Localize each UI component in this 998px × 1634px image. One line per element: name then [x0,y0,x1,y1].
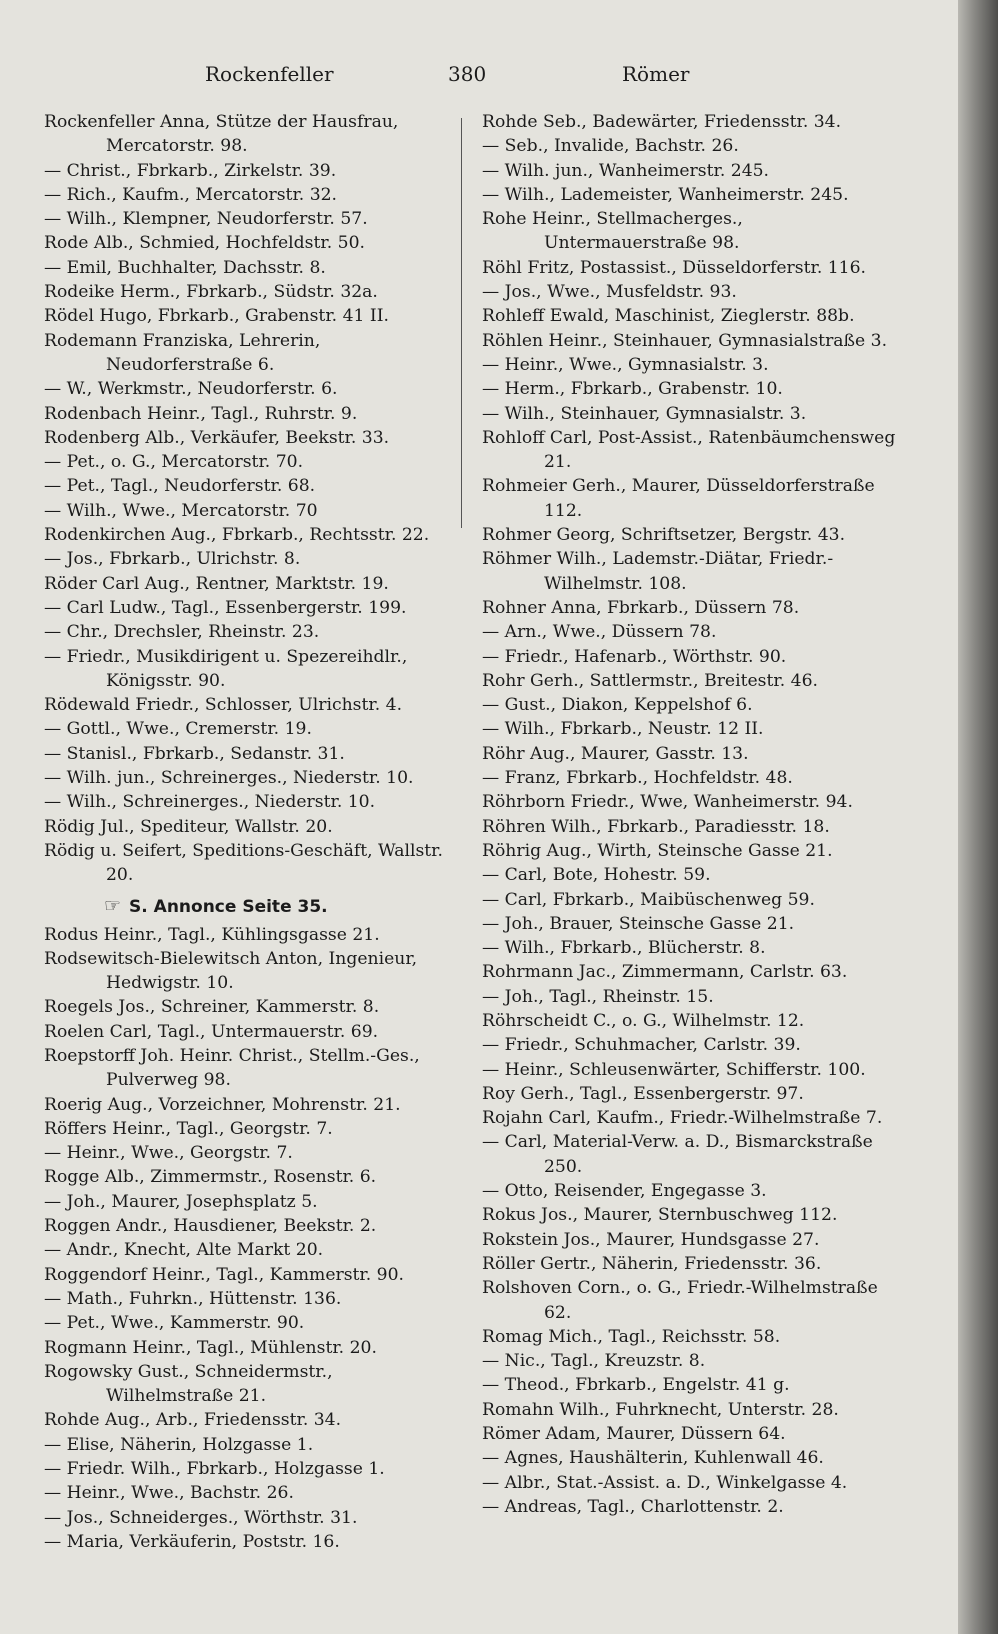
directory-entry: — Elise, Näherin, Holzgasse 1. [44,1434,314,1455]
directory-entry: — Joh., Brauer, Steinsche Gasse 21. [482,913,795,934]
right-column [482,110,902,1519]
directory-entry: Rodenkirchen Aug., Fbrkarb., Rechtsstr. 22. [44,525,430,546]
directory-entry: Rohde Seb., Badewärter, Friedensstr. 34. [482,112,842,132]
page-number: 380 [448,62,487,86]
page-edge-shadow [958,0,998,1634]
header-left-word: Rockenfeller [205,62,334,86]
directory-entry: — Friedr. Wilh., Fbrkarb., Holzgasse 1. [44,1459,385,1480]
directory-entry: — Arn., Wwe., Düssern 78. [482,622,717,643]
directory-entry: — Emil, Buchhalter, Dachsstr. 8. [44,257,326,278]
directory-entry: Rode Alb., Schmied, Hochfeldstr. 50. [44,233,365,254]
directory-entry: — Agnes, Haushälterin, Kuhlenwall 46. [482,1448,824,1469]
directory-entry: — Math., Fuhrkn., Hüttenstr. 136. [44,1288,342,1309]
directory-entry: — Pet., o. G., Mercatorstr. 70. [44,452,304,473]
directory-entry: — Andreas, Tagl., Charlottenstr. 2. [482,1496,784,1517]
directory-entry: — Carl, Material-Verw. a. D., Bismarckstraße 250. [482,1132,873,1177]
directory-entry: Rodeike Herm., Fbrkarb., Südstr. 32a. [44,282,378,303]
directory-entry: — Gust., Diakon, Keppelshof 6. [482,695,753,716]
directory-entry: Rogowsky Gust., Schneidermstr., Wilhelmstraße 21. [44,1361,333,1407]
directory-entry: — Wilh. jun., Schreinerges., Niederstr. 10. [44,768,414,789]
directory-entry: — Pet., Wwe., Kammerstr. 90. [44,1313,305,1334]
directory-entry: Rödig u. Seifert, Speditions-Geschäft, Wallstr. 20. [44,840,443,886]
directory-entry: Röller Gertr., Näherin, Friedensstr. 36. [482,1253,822,1274]
directory-entry: — Heinr., Wwe., Georgstr. 7. [44,1143,293,1164]
directory-entry: — Joh., Maurer, Josephsplatz 5. [44,1191,318,1212]
pointing-hand-icon: ☞ [104,894,122,917]
directory-entry: — Heinr., Schleusenwärter, Schifferstr. 100. [482,1059,866,1080]
directory-entry: — Nic., Tagl., Kreuzstr. 8. [482,1351,706,1372]
directory-entry: — Friedr., Musikdirigent u. Spezereihdlr., Königsstr. 90. [44,646,408,691]
directory-entry: Rohmeier Gerh., Maurer, Düsseldorferstraße 112. [482,476,875,521]
directory-entry: — Stanisl., Fbrkarb., Sedanstr. 31. [44,743,345,764]
directory-entry: Rödewald Friedr., Schlosser, Ulrichstr. 4. [44,695,403,716]
directory-entry: — Wilh., Steinhauer, Gymnasialstr. 3. [482,403,807,424]
directory-entry: — Gottl., Wwe., Cremerstr. 19. [44,719,312,740]
directory-entry: Rockenfeller Anna, Stütze der Hausfrau, Mercatorstr. 98. [44,112,399,157]
directory-entry: — Albr., Stat.-Assist. a. D., Winkelgasse 4. [482,1472,848,1493]
directory-entry: Röhren Wilh., Fbrkarb., Paradiesstr. 18. [482,816,830,837]
directory-entry: Roy Gerh., Tagl., Essenbergerstr. 97. [482,1083,804,1104]
directory-entry: Rohmer Georg, Schriftsetzer, Bergstr. 43. [482,525,846,546]
directory-entry: Röhl Fritz, Postassist., Düsseldorferstr. 116. [482,257,867,278]
directory-entry: Rodemann Franziska, Lehrerin, Neudorferstraße 6. [44,330,321,375]
directory-entry: — Christ., Fbrkarb., Zirkelstr. 39. [44,160,337,181]
directory-entry: Rohner Anna, Fbrkarb., Düssern 78. [482,597,800,618]
directory-entry: — Rich., Kaufm., Mercatorstr. 32. [44,184,338,205]
annonce-text: S. Annonce Seite 35. [129,896,328,917]
directory-entry: — Wilh., Lademeister, Wanheimerstr. 245. [482,184,849,205]
directory-entry: — Joh., Tagl., Rheinstr. 15. [482,986,714,1007]
directory-entry: Römer Adam, Maurer, Düssern 64. [482,1424,786,1445]
directory-entry: — Andr., Knecht, Alte Markt 20. [44,1240,324,1261]
header-right-word: Römer [622,62,690,86]
directory-entry: Röhrig Aug., Wirth, Steinsche Gasse 21. [482,840,833,861]
directory-entry: — W., Werkmstr., Neudorferstr. 6. [44,379,338,400]
directory-entry: Roegels Jos., Schreiner, Kammerstr. 8. [44,997,380,1018]
directory-entry: — Jos., Schneiderges., Wörthstr. 31. [44,1507,358,1528]
directory-entry: Rodenberg Alb., Verkäufer, Beekstr. 33. [44,427,390,448]
directory-entry: Romag Mich., Tagl., Reichsstr. 58. [482,1326,781,1347]
directory-entry: — Carl, Fbrkarb., Maibüschenweg 59. [482,889,815,910]
directory-entry: — Wilh., Wwe., Mercatorstr. 70 [44,500,318,521]
directory-entry: Röhrborn Friedr., Wwe, Wanheimerstr. 94. [482,792,853,813]
directory-entry: — Maria, Verkäuferin, Poststr. 16. [44,1531,340,1552]
directory-entry: Rödel Hugo, Fbrkarb., Grabenstr. 41 II. [44,306,389,327]
directory-entry: Roelen Carl, Tagl., Untermauerstr. 69. [44,1021,379,1042]
directory-entry: — Franz, Fbrkarb., Hochfeldstr. 48. [482,768,793,789]
directory-entry: Rodsewitsch-Bielewitsch Anton, Ingenieur, Hedwigstr. 10. [44,948,418,994]
left-column [44,110,464,1554]
directory-entry: Röhlen Heinr., Steinhauer, Gymnasialstraße 3. [482,330,888,351]
directory-entry: Rohloff Carl, Post-Assist., Ratenbäumchensweg 21. [482,427,896,473]
directory-entry: Rohe Heinr., Stellmacherges., Untermauerstraße 98. [482,209,743,254]
directory-entry: Rodenbach Heinr., Tagl., Ruhrstr. 9. [44,403,358,424]
directory-entry: Rohleff Ewald, Maschinist, Zieglerstr. 88b. [482,306,855,327]
directory-entry: Rokstein Jos., Maurer, Hundsgasse 27. [482,1229,820,1250]
directory-entry: — Theod., Fbrkarb., Engelstr. 41 g. [482,1375,790,1396]
directory-entry: — Wilh., Fbrkarb., Neustr. 12 II. [482,719,764,740]
directory-entry: — Wilh., Klempner, Neudorferstr. 57. [44,209,368,230]
directory-entry: Roggendorf Heinr., Tagl., Kammerstr. 90. [44,1264,405,1285]
directory-entry: Roepstorff Joh. Heinr. Christ., Stellm.-Ges., Pulverweg 98. [44,1045,420,1091]
directory-entry: — Heinr., Wwe., Bachstr. 26. [44,1483,294,1504]
directory-entry: Rohr Gerh., Sattlermstr., Breitestr. 46. [482,670,818,691]
directory-entry: Roerig Aug., Vorzeichner, Mohrenstr. 21. [44,1094,401,1115]
directory-entry: — Friedr., Hafenarb., Wörthstr. 90. [482,646,787,667]
annonce-reference [104,892,464,921]
directory-entry: — Jos., Wwe., Musfeldstr. 93. [482,282,737,303]
directory-entry: Rödig Jul., Spediteur, Wallstr. 20. [44,816,333,837]
directory-entry: Rolshoven Corn., o. G., Friedr.-Wilhelmstraße 62. [482,1278,878,1323]
directory-entry: Romahn Wilh., Fuhrknecht, Unterstr. 28. [482,1399,839,1420]
directory-entry: Roggen Andr., Hausdiener, Beekstr. 2. [44,1216,377,1237]
directory-entry: Rodus Heinr., Tagl., Kühlingsgasse 21. [44,924,380,945]
directory-entry: Röhmer Wilh., Lademstr.-Diätar, Friedr.-Wilhelmstr. 108. [482,549,834,594]
directory-entry: — Wilh., Schreinerges., Niederstr. 10. [44,792,376,813]
directory-entry: — Carl Ludw., Tagl., Essenbergerstr. 199. [44,597,407,618]
directory-entry: — Jos., Fbrkarb., Ulrichstr. 8. [44,549,301,570]
directory-entry: Rohrmann Jac., Zimmermann, Carlstr. 63. [482,962,848,983]
directory-entry: Röhrscheidt C., o. G., Wilhelmstr. 12. [482,1010,805,1031]
directory-entry: — Seb., Invalide, Bachstr. 26. [482,136,739,157]
directory-entry: Rogge Alb., Zimmermstr., Rosenstr. 6. [44,1167,377,1188]
directory-entry: — Heinr., Wwe., Gymnasialstr. 3. [482,354,769,375]
directory-entry: Rohde Aug., Arb., Friedensstr. 34. [44,1410,342,1431]
directory-entry: Röffers Heinr., Tagl., Georgstr. 7. [44,1118,333,1139]
directory-entry: — Herm., Fbrkarb., Grabenstr. 10. [482,379,783,400]
directory-entry: Röder Carl Aug., Rentner, Marktstr. 19. [44,573,389,594]
directory-entry: — Pet., Tagl., Neudorferstr. 68. [44,476,316,497]
directory-entry: — Wilh., Fbrkarb., Blücherstr. 8. [482,938,766,959]
directory-entry: Rogmann Heinr., Tagl., Mühlenstr. 20. [44,1337,377,1358]
directory-entry: — Chr., Drechsler, Rheinstr. 23. [44,622,320,643]
directory-entry: Röhr Aug., Maurer, Gasstr. 13. [482,743,749,764]
directory-entry: — Wilh. jun., Wanheimerstr. 245. [482,160,770,181]
directory-entry: Rokus Jos., Maurer, Sternbuschweg 112. [482,1205,838,1226]
directory-entry: Rojahn Carl, Kaufm., Friedr.-Wilhelmstraße 7. [482,1108,883,1129]
directory-entry: — Carl, Bote, Hohestr. 59. [482,865,711,886]
directory-entry: — Otto, Reisender, Engegasse 3. [482,1181,767,1202]
directory-entry: — Friedr., Schuhmacher, Carlstr. 39. [482,1035,801,1056]
page-header [0,62,958,96]
